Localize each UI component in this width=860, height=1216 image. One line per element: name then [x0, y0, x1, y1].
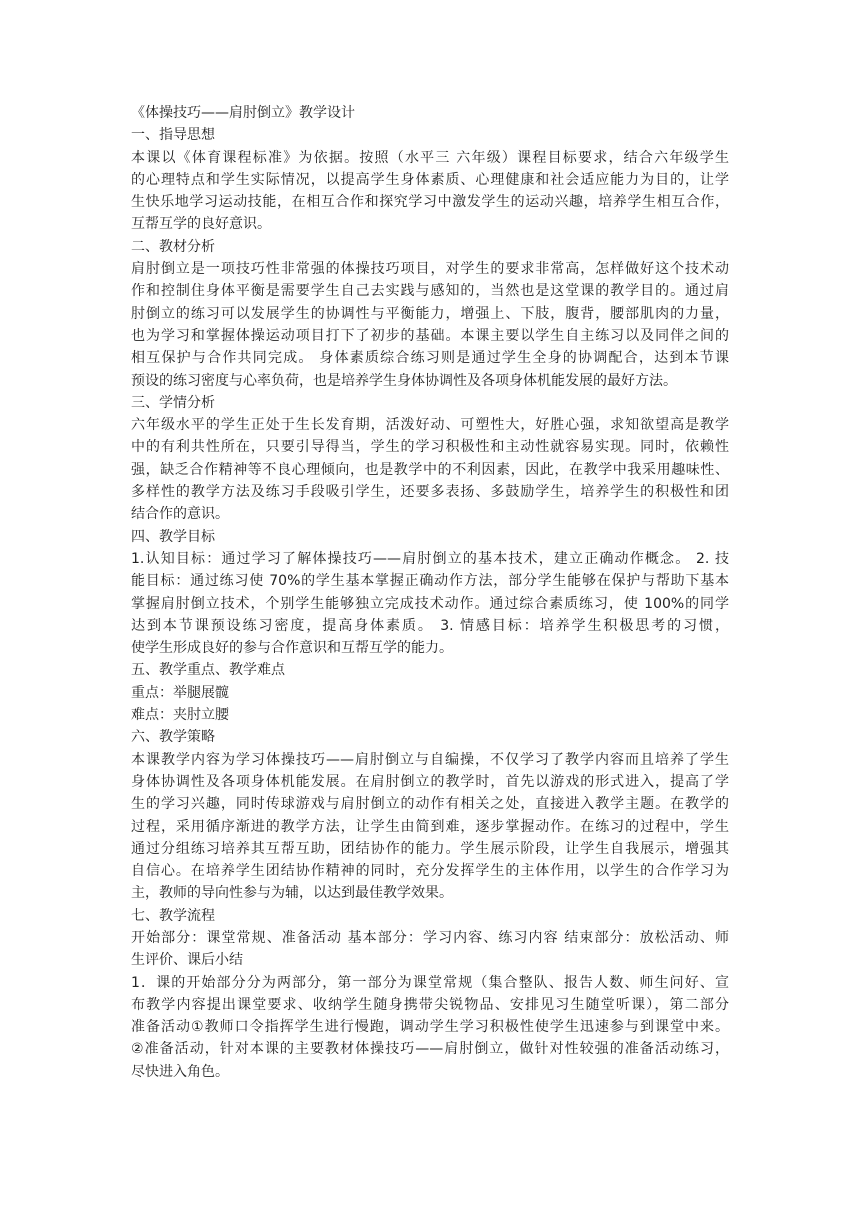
paragraph-line: 生快乐地学习运动技能，在相互合作和探究学习中激发学生的运动兴趣，培养学生相互合作，: [131, 194, 729, 211]
document-page: [131, 102, 729, 1083]
paragraph-line: 多样性的教学方法及练习手段吸引学生，还要多表扬、多鼓励学生，培养学生的积极性和团: [131, 484, 729, 501]
paragraph-line: 掌握肩肘倒立技术，个别学生能够独立完成技术动作。通过综合素质练习，使 100%的同学: [131, 595, 729, 612]
section-teaching-process: [131, 905, 729, 1083]
paragraph-line: 达到本节课预设练习密度，提高身体素质。 3. 情感目标：培养学生积极思考的习惯，: [131, 617, 729, 634]
paragraph-line: 开始部分：课堂常规、准备活动 基本部分：学习内容、练习内容 结束部分：放松活动、师: [131, 929, 729, 946]
section-heading: 五、教学重点、教学难点: [131, 662, 285, 679]
paragraph-line: 本课以《体育课程标准》为依据。按照（水平三 六年级）课程目标要求，结合六年级学生: [131, 149, 729, 166]
paragraph-line: 也为学习和掌握体操运动项目打下了初步的基础。本课主要以学生自主练习以及同伴之间的: [131, 327, 729, 344]
paragraph-line: 过程，采用循序渐进的教学方法，让学生由简到难，逐步掌握动作。在练习的过程中，学生: [131, 818, 729, 835]
paragraph-line: 1．课的开始部分分为两部分，第一部分为课堂常规（集合整队、报告人数、师生问好、宣: [131, 974, 729, 991]
paragraph-line: 生评价、课后小结: [131, 952, 243, 969]
paragraph-line: 生的学习兴趣，同时传球游戏与肩肘倒立的动作有相关之处，直接进入教学主题。在教学的: [131, 796, 729, 813]
paragraph-line: 1.认知目标：通过学习了解体操技巧——肩肘倒立的基本技术，建立正确动作概念。 2. 技: [131, 550, 729, 567]
section-teaching-strategy: [131, 726, 729, 904]
section-heading: 四、教学目标: [131, 528, 215, 545]
paragraph-line: 中的有利共性所在，只要引导得当，学生的学习积极性和主动性就容易实现。同时，依赖性: [131, 439, 729, 456]
section-guiding-ideology: [131, 124, 729, 235]
section-learner-analysis: [131, 392, 729, 526]
paragraph-line: 预设的练习密度与心率负荷，也是培养学生身体协调性及各项身体机能发展的最好方法。: [131, 372, 677, 389]
document-title: 《体操技巧——肩肘倒立》教学设计: [131, 105, 355, 121]
paragraph-line: 本课教学内容为学习体操技巧——肩肘倒立与自编操，不仅学习了教学内容而且培养了学生: [131, 751, 729, 768]
paragraph-line: 六年级水平的学生正处于生长发育期，活泼好动、可塑性大，好胜心强，求知欲望高是教学: [131, 417, 729, 434]
paragraph-line: 布教学内容提出课堂要求、收纳学生随身携带尖锐物品、安排见习生随堂听课），第二部分: [131, 996, 729, 1013]
paragraph-line: 尽快进入角色。: [131, 1063, 229, 1080]
section-key-points: [131, 659, 729, 726]
section-heading: 七、教学流程: [131, 907, 215, 924]
paragraph-line: 自信心。在培养学生团结协作精神的同时，充分发挥学生的主体作用，以学生的合作学习为: [131, 863, 729, 880]
section-heading: 二、教材分析: [131, 238, 215, 255]
difficult-point-line: 难点：夹肘立腰: [131, 707, 229, 724]
paragraph-line: 互帮互学的良好意识。: [131, 216, 271, 233]
paragraph-line: 主，教师的导向性参与为辅，以达到最佳教学效果。: [131, 885, 453, 902]
paragraph-line: 作和控制住身体平衡是需要学生自己去实践与感知的，当然也是这堂课的教学目的。通过肩: [131, 283, 729, 300]
paragraph-line: 使学生形成良好的参与合作意识和互帮互学的能力。: [131, 640, 453, 657]
section-material-analysis: [131, 236, 729, 392]
paragraph-line: 相互保护与合作共同完成。 身体素质综合练习则是通过学生全身的协调配合，达到本节课: [131, 350, 729, 367]
paragraph-line: 的心理特点和学生实际情况，以提高学生身体素质、心理健康和社会适应能力为目的，让学: [131, 171, 729, 188]
section-heading: 三、学情分析: [131, 394, 215, 411]
key-point-line: 重点：举腿展髋: [131, 684, 229, 701]
paragraph-line: 结合作的意识。: [131, 506, 229, 523]
paragraph-line: ②准备活动，针对本课的主要教材体操技巧——肩肘倒立，做针对性较强的准备活动练习，: [131, 1041, 729, 1058]
paragraph-line: 准备活动①教师口令指挥学生进行慢跑，调动学生学习积极性使学生迅速参与到课堂中来。: [131, 1019, 729, 1036]
paragraph-line: 能目标：通过练习使 70%的学生基本掌握正确动作方法，部分学生能够在保护与帮助下基本: [131, 573, 729, 590]
paragraph-line: 肘倒立的练习可以发展学生的协调性与平衡能力，增强上、下肢，腹背，腰部肌肉的力量，: [131, 305, 729, 322]
paragraph-line: 肩肘倒立是一项技巧性非常强的体操技巧项目，对学生的要求非常高，怎样做好这个技术动: [131, 261, 729, 278]
paragraph-line: 强，缺乏合作精神等不良心理倾向，也是教学中的不利因素，因此，在教学中我采用趣味性、: [131, 461, 729, 478]
section-heading: 一、指导思想: [131, 127, 215, 144]
paragraph-line: 通过分组练习培养其互帮互助，团结协作的能力。学生展示阶段，让学生自我展示，增强其: [131, 840, 729, 857]
paragraph-line: 身体协调性及各项身体机能发展。在肩肘倒立的教学时，首先以游戏的形式进入，提高了学: [131, 773, 729, 790]
section-teaching-objectives: [131, 526, 729, 660]
section-heading: 六、教学策略: [131, 729, 215, 746]
